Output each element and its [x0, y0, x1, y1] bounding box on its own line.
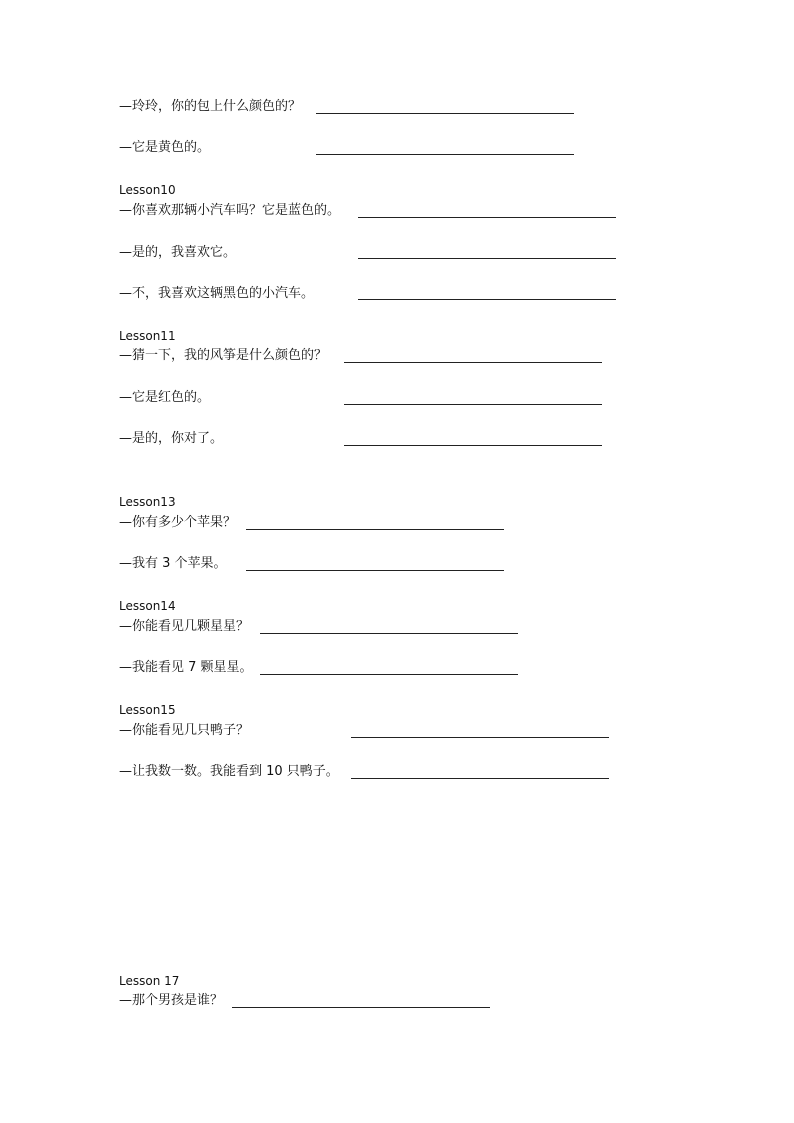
- answer-line[interactable]: [358, 299, 616, 300]
- answer-line[interactable]: [344, 362, 602, 363]
- lesson-10-heading: Lesson10: [119, 183, 176, 197]
- lesson-13-answer: —我有 3 个苹果。: [119, 556, 227, 571]
- lesson-11-question: —猜一下，我的风筝是什么颜色的？: [119, 348, 328, 363]
- intro-question: —玲玲，你的包上什么颜色的？: [119, 99, 302, 114]
- lesson-10-answer-no: —不，我喜欢这辆黑色的小汽车。: [119, 286, 315, 301]
- answer-line[interactable]: [351, 778, 609, 779]
- answer-line[interactable]: [246, 529, 504, 530]
- lesson-10-answer-yes: —是的，我喜欢它。: [119, 245, 237, 260]
- lesson-14-heading: Lesson14: [119, 599, 176, 613]
- lesson-15-answer: —让我数一数。我能看到 10 只鸭子。: [119, 764, 339, 779]
- lesson-10-question: —你喜欢那辆小汽车吗？它是蓝色的。: [119, 203, 341, 218]
- answer-line[interactable]: [344, 445, 602, 446]
- intro-answer: —它是黄色的。: [119, 140, 211, 155]
- answer-line[interactable]: [344, 404, 602, 405]
- answer-line[interactable]: [232, 1007, 490, 1008]
- answer-line[interactable]: [358, 217, 616, 218]
- lesson-15-heading: Lesson15: [119, 703, 176, 717]
- lesson-15-question: —你能看见几只鸭子？: [119, 723, 250, 738]
- lesson-13-heading: Lesson13: [119, 495, 176, 509]
- lesson-17-heading: Lesson 17: [119, 974, 180, 988]
- answer-line[interactable]: [260, 633, 518, 634]
- lesson-11-answer: —它是红色的。: [119, 390, 211, 405]
- lesson-13-question: —你有多少个苹果？: [119, 515, 237, 530]
- lesson-11-response: —是的，你对了。: [119, 431, 224, 446]
- lesson-14-question: —你能看见几颗星星？: [119, 619, 250, 634]
- answer-line[interactable]: [260, 674, 518, 675]
- lesson-17-question: —那个男孩是谁？: [119, 993, 224, 1008]
- answer-line[interactable]: [358, 258, 616, 259]
- answer-line[interactable]: [316, 113, 574, 114]
- lesson-14-answer: —我能看见 7 颗星星。: [119, 660, 253, 675]
- answer-line[interactable]: [246, 570, 504, 571]
- answer-line[interactable]: [316, 154, 574, 155]
- lesson-11-heading: Lesson11: [119, 329, 176, 343]
- answer-line[interactable]: [351, 737, 609, 738]
